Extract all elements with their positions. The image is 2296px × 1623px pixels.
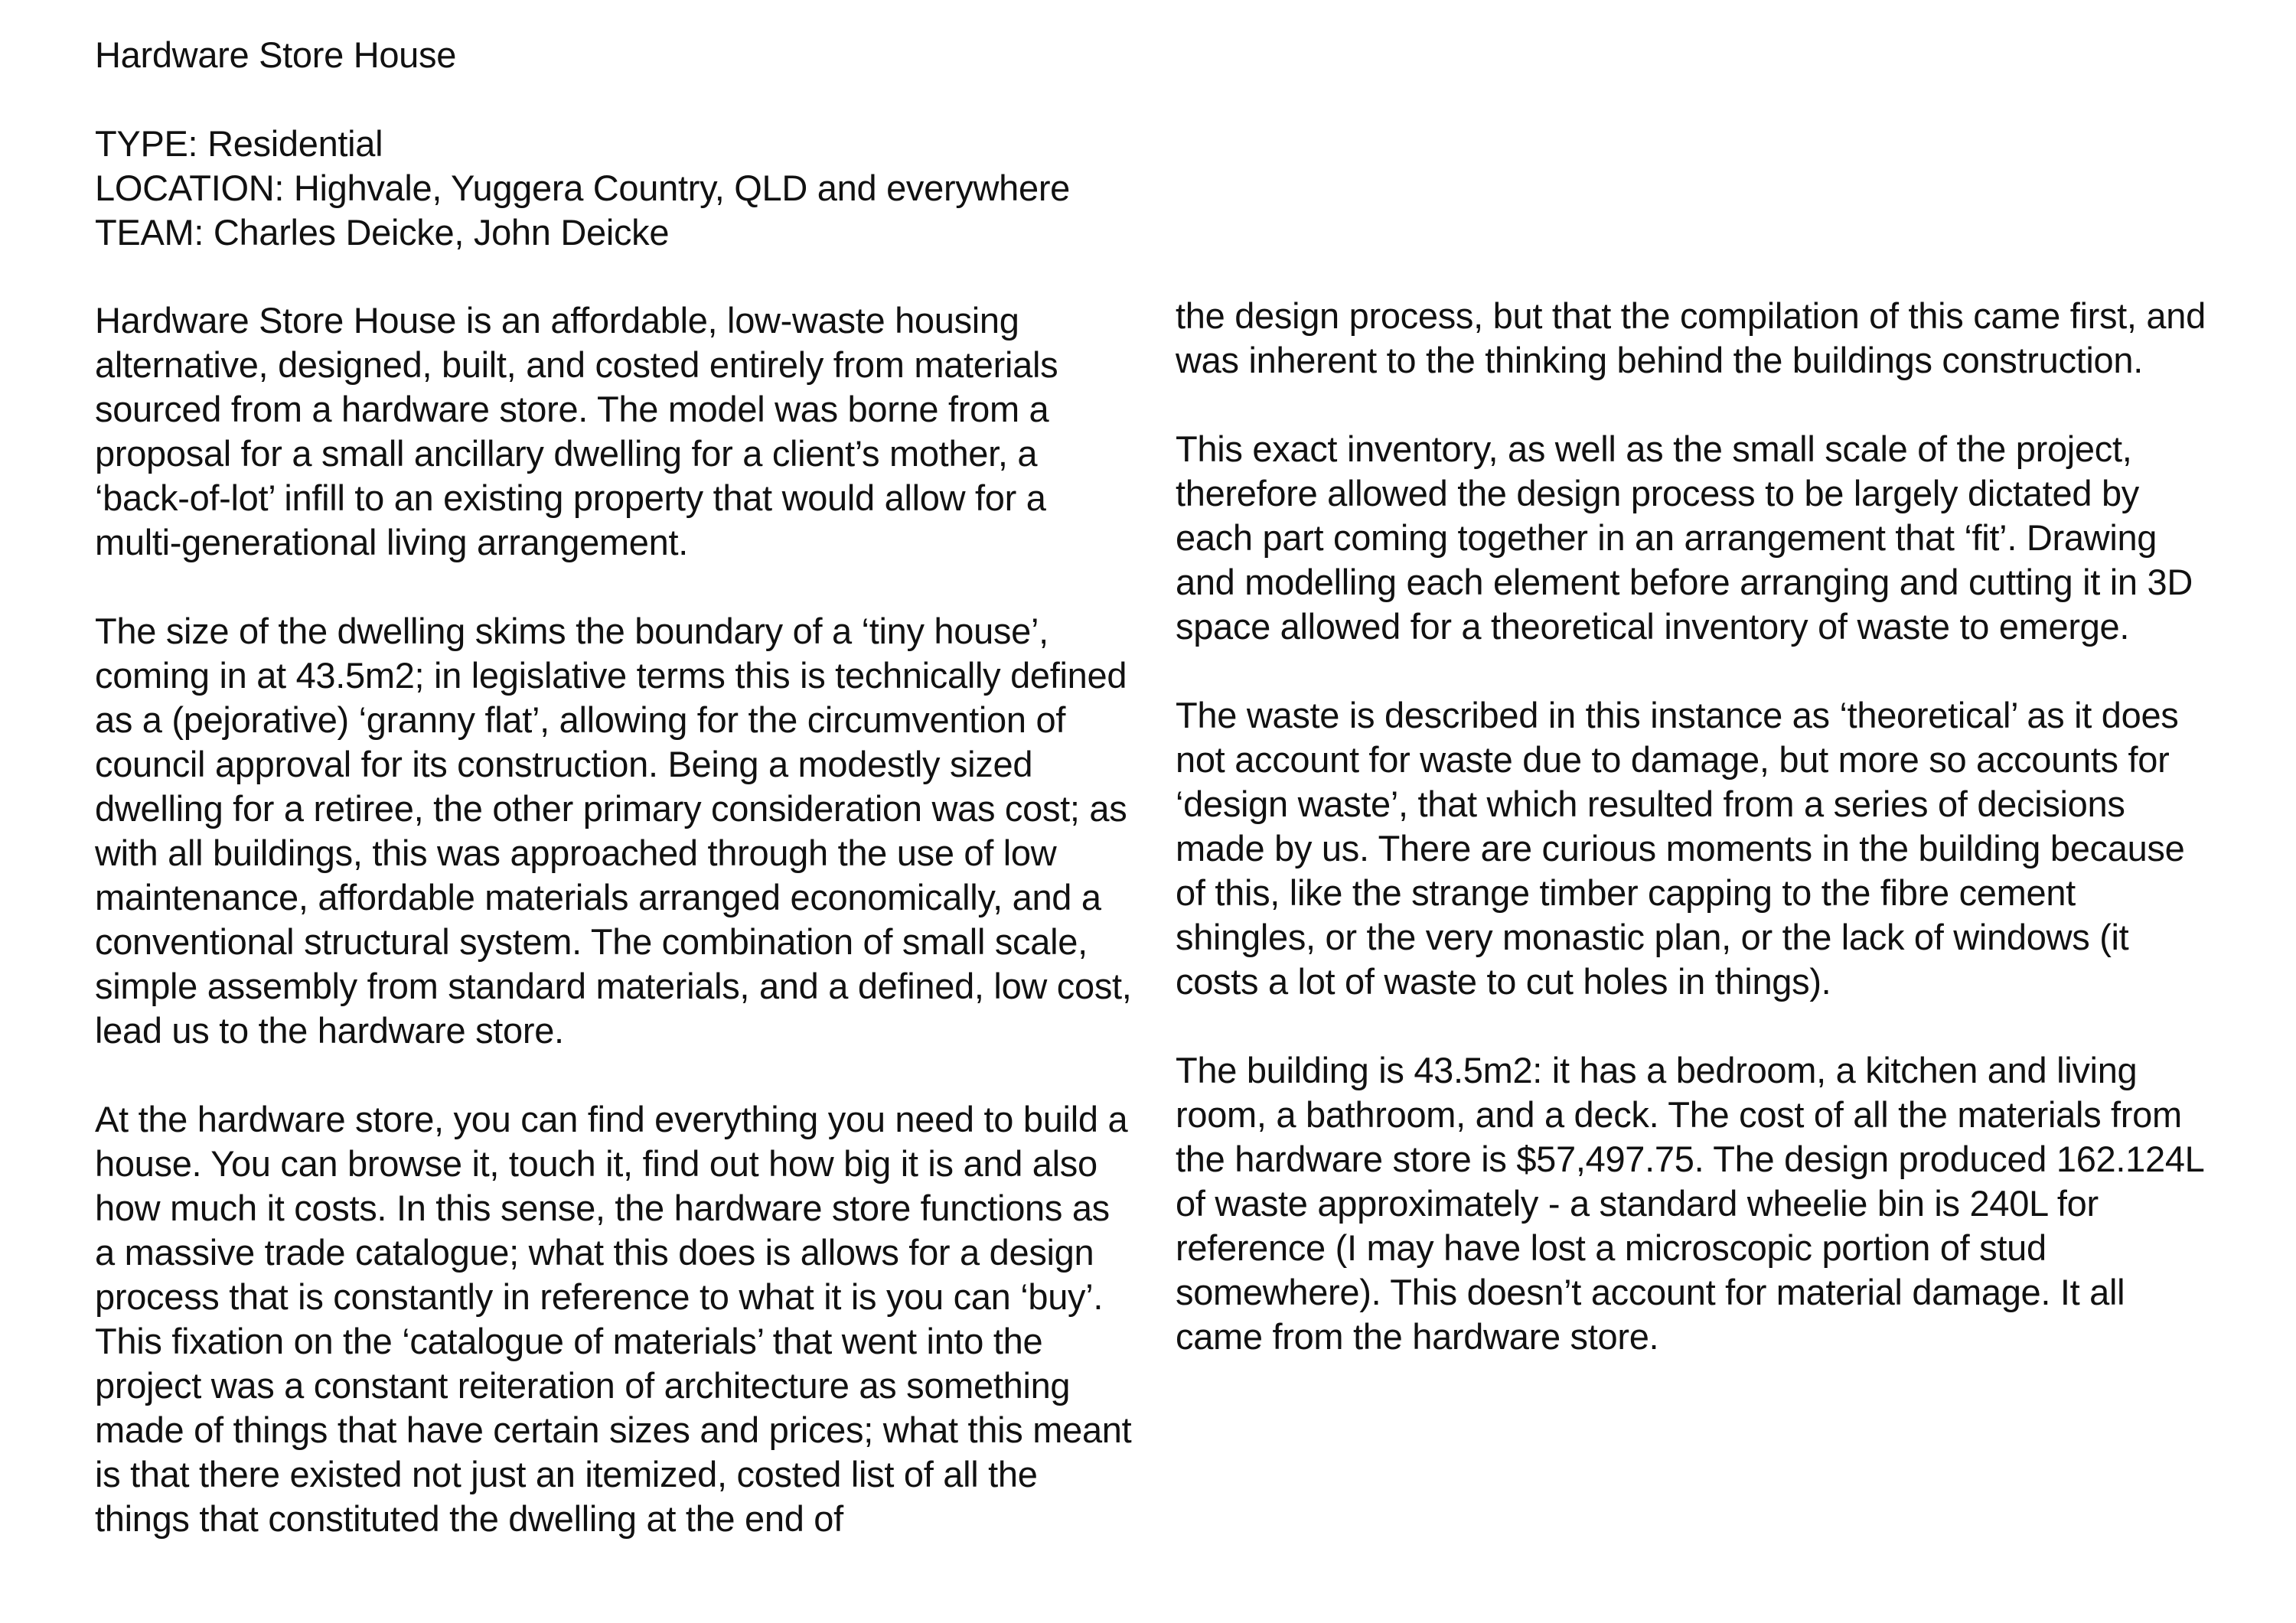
left-paragraph-2: The size of the dwelling skims the boundary of a ‘tiny house’, coming in at 43.5m2; in legislative terms this is technically defined as a (pejorative) ‘granny flat’, allowing for the circumvention of council approval for its construction. Being a modestly sized dwelling for a retiree, the other primary consideration was cost; as with all buildings, this was approached through the use of low maintenance, affordable materials arranged economically, and a conventional structural system. The combination of small scale, simple assembly from standard materials, and a defined, low cost, lead us to the hardware store. [95, 611, 1132, 1051]
left-paragraph-1: Hardware Store House is an affordable, low-waste housing alternative, designed, built, and costed entirely from materials sourced from a hardware store. The model was borne from a proposal for a small ancillary dwelling for a client’s mother, a ‘back-of-lot’ infill to an existing property that would allow for a multi-generational living arrangement. [95, 300, 1058, 562]
right-column [1176, 294, 2216, 1403]
meta-type: TYPE: Residential [95, 123, 383, 164]
right-paragraph-4: The building is 43.5m2: it has a bedroom, a kitchen and living room, a bathroom, and a deck. The cost of all the materials from the hardware store is $57,497.75. The design produced 162.124L of waste approximately - a standard wheelie bin is 240L for reference (I may have lost a microscopic portion of stud somewhere). This doesn’t account for material damage. It all came from the hardware store. [1176, 1050, 2203, 1357]
right-paragraph-2: This exact inventory, as well as the small scale of the project, therefore allowed the design process to be largely dictated by each part coming together in an arrangement that ‘fit’. Drawing and modelling each element before arranging and cutting it in 3D space allowed for a theoretical inventory of waste to emerge. [1176, 429, 2193, 647]
meta-location: LOCATION: Highvale, Yuggera Country, QLD and everywhere [95, 168, 1071, 208]
right-paragraph-1: the design process, but that the compilation of this came first, and was inherent to the thinking behind the buildings construction. [1176, 295, 2206, 380]
left-column [95, 298, 1136, 1586]
project-meta [95, 122, 1166, 255]
right-paragraph-3: The waste is described in this instance as ‘theoretical’ as it does not account for waste due to damage, but more so accounts for ‘design waste’, that which resulted from a series of decisions made by us. There are curious moments in the building because of this, like the strange timber capping to the fibre cement shingles, or the very monastic plan, or the lack of windows (it costs a lot of waste to cut holes in things). [1176, 695, 2185, 1002]
left-paragraph-3: At the hardware store, you can find everything you need to build a house. You can browse it, touch it, find out how big it is and also how much it costs. In this sense, the hardware store functions as a massive trade catalogue; what this does is allows for a design process that is constantly in reference to what it is you can ‘buy’. This fixation on the ‘catalogue of materials’ that went into the project was a constant reiteration of architecture as something made of things that have certain sizes and prices; what this meant is that there existed not just an itemized, costed list of all the things that constituted the dwelling at the end of [95, 1099, 1132, 1539]
meta-team: TEAM: Charles Deicke, John Deicke [95, 212, 670, 253]
document-title: Hardware Store House [95, 34, 457, 75]
